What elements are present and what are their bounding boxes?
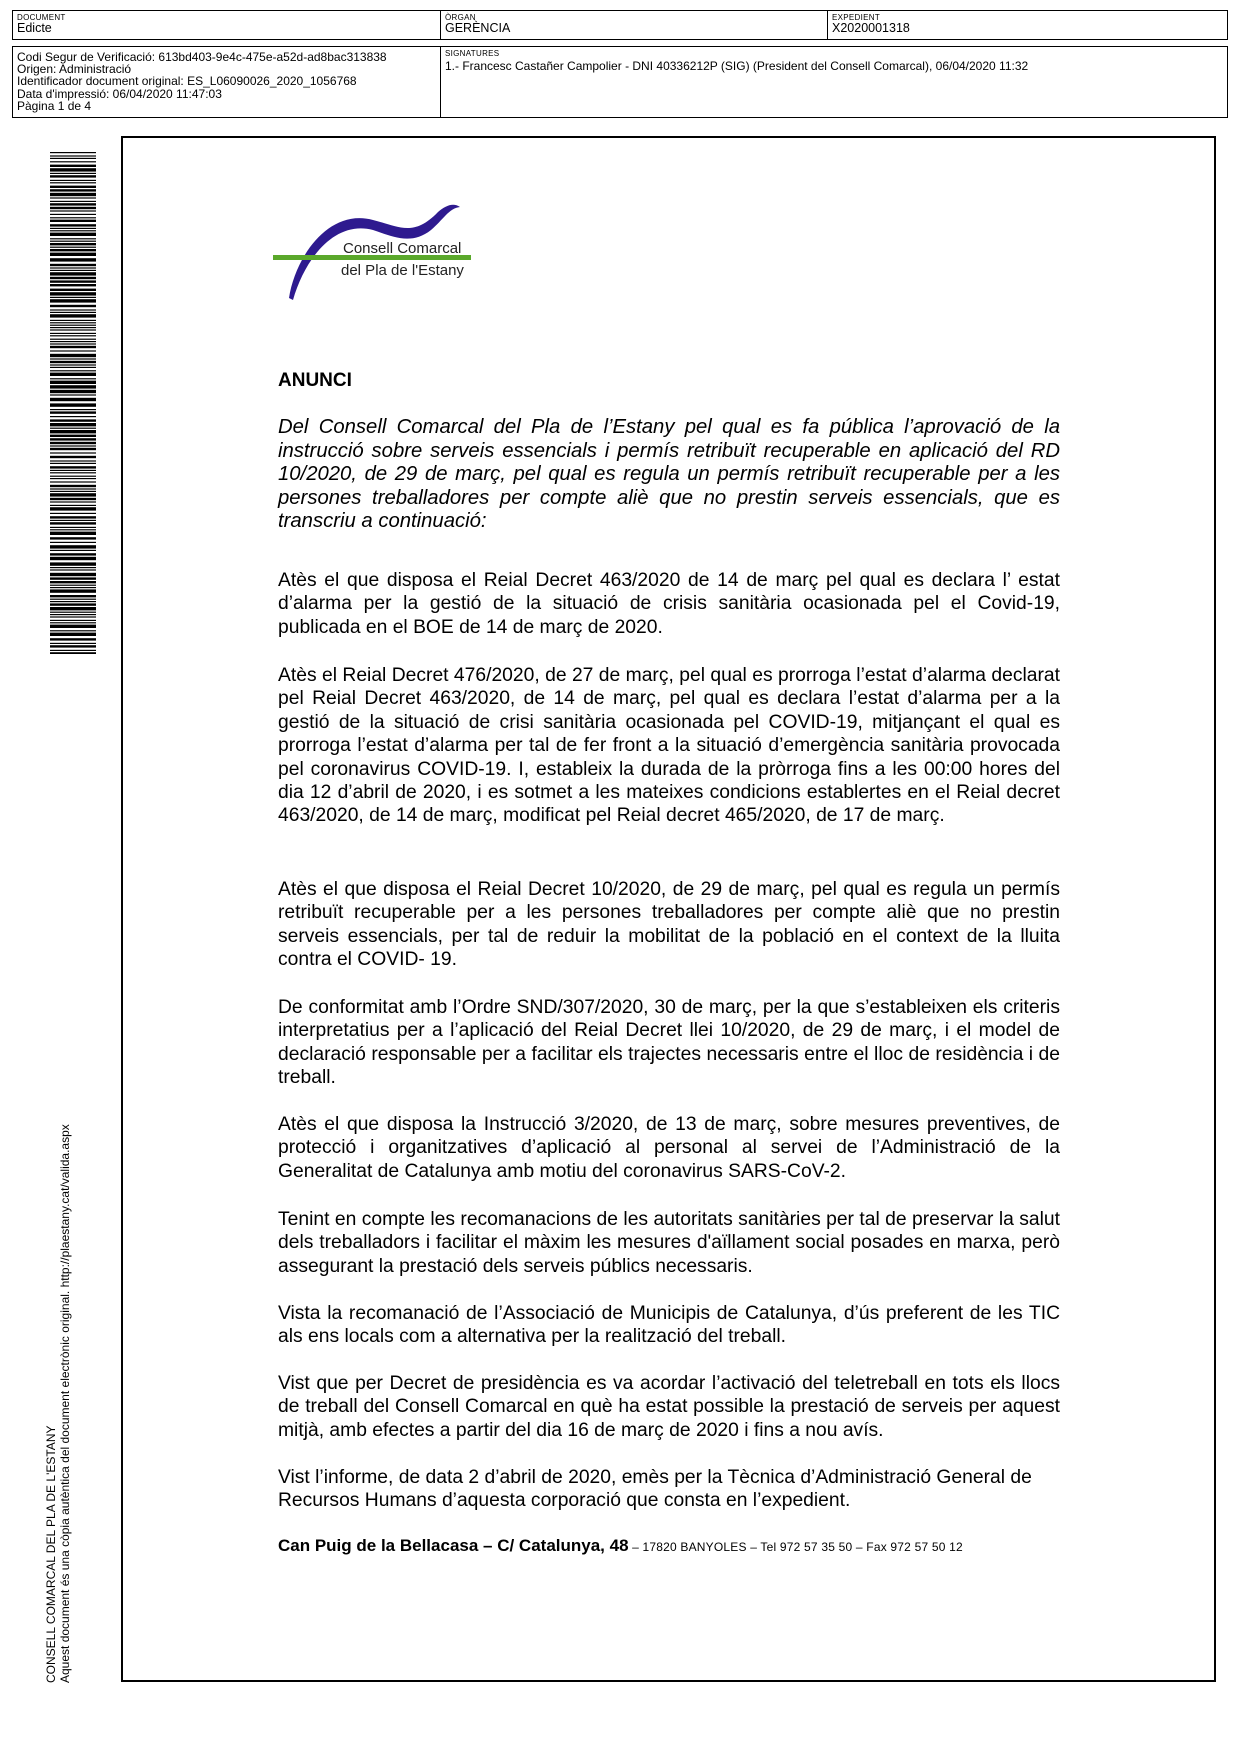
page-number: Pàgina 1 de 4	[17, 98, 92, 113]
verification-code: Codi Segur de Verificació: 613bd403-9e4c-475e-a52d-ad8bac313838	[17, 50, 387, 64]
header-verification-row	[12, 46, 1228, 118]
organ-cell	[440, 11, 827, 39]
signatures-label: SIGNATURES	[445, 49, 500, 58]
paragraph-2: Atès el Reial Decret 476/2020, de 27 de març, pel qual es prorroga l’estat d’alarma declarat pel Reial Decret 463/2020, de 14 de març, pel qual es declara l’estat d’alarma per a la gestió de la situació de crisi sanitària ocasionada pel COVID-19, mitjançant el qual es prorroga l’estat d’alarma per tal de fer front a la situació d’emergència sanitària provocada pel coronavirus COVID-19. I, estableix la durada de la pròrroga fins a les 00:00 hores del dia 12 d’abril de 2020, i es sotmet a les mateixes condicions establertes en el Reial decret 463/2020, de 14 de març, modificat pel Reial decret 465/2020, de 17 de març.	[278, 665, 1060, 827]
document-cell	[13, 11, 440, 39]
verification-cell	[13, 47, 440, 117]
intro-paragraph: Del Consell Comarcal del Pla de l’Estany pel qual es fa pública l’aprovació de la instrucció sobre serveis essencials i permís retribuït recuperable en aplicació del RD 10/2020, de 29 de març, pel qual es regula un permís retribuït recuperable per a les persones treballadores per compte aliè que no prestin serveis essencials, que es transcriu a continuació:	[278, 416, 1060, 532]
header-info-row	[12, 10, 1228, 40]
document-label: DOCUMENT	[17, 13, 66, 22]
paragraph-9: Vist l’informe, de data 2 d’abril de 2020, emès per la Tècnica d’Administració General de Recursos Humans d’aquesta corporació que consta en l’expedient.	[278, 1467, 1032, 1512]
address-footer	[278, 1536, 1078, 1556]
paragraph-6: Tenint en compte les recomanacions de les autoritats sanitàries per tal de preservar la salut dels treballadors i facilitar el màxim les mesures d'aïllament social posades en marxa, però assegurant la prestació dels serveis públics necessaris.	[278, 1209, 1060, 1277]
original-identifier: Identificador document original: ES_L06090026_2020_1056768	[17, 74, 357, 89]
organ-value: GERÈNCIA	[445, 21, 511, 35]
paragraph-3: Atès el que disposa el Reial Decret 10/2020, de 29 de març, pel qual es regula un permís retribuït recuperable per a les persones treballadores per compte aliè que no prestin serveis essencials, per tal de reduir la mobilitat de la població en el context de la lluita contra el COVID- 19.	[278, 879, 1060, 971]
side-authenticity-line: Aquest document és una còpia autèntica del document electrònic original. http://plaestany.cat/valida.aspx	[58, 1124, 72, 1683]
organ-label: ÒRGAN	[445, 13, 476, 22]
barcode-image	[50, 152, 96, 654]
side-validation-text	[44, 1093, 72, 1683]
logo-line-1: Consell Comarcal	[343, 240, 462, 257]
expedient-cell	[827, 11, 1227, 39]
signature-entry: 1.- Francesc Castañer Campolier - DNI 40336212P (SIG) (President del Consell Comarcal), 06/04/2020 11:32	[445, 59, 1029, 73]
document-value: Edicte	[17, 21, 52, 35]
paragraph-4: De conformitat amb l’Ordre SND/307/2020, 30 de març, per la que s’estableixen els criteris interpretatius per a l’aplicació del Reial Decret llei 10/2020, de 29 de març, i el model de declaració responsable per a facilitar els trajectes necessaris entre el lloc de residència i de treball.	[278, 997, 1060, 1089]
consell-comarcal-logo	[273, 198, 483, 308]
footer-address: Can Puig de la Bellacasa – C/ Catalunya, 48	[278, 1536, 629, 1555]
origin: Origen: Administració	[17, 62, 132, 77]
paragraph-1: Atès el que disposa el Reial Decret 463/2020 de 14 de març pel qual es declara l’ estat d’alarma per la gestió de la situació de crisis sanitària ocasionada pel el Covid-19, publicada en el BOE de 14 de març de 2020.	[278, 570, 1060, 638]
signatures-cell	[440, 47, 1227, 117]
expedient-label: EXPEDIENT	[832, 13, 881, 22]
print-date: Data d'impressió: 06/04/2020 11:47:03	[17, 86, 222, 101]
document-frame	[121, 136, 1216, 1682]
footer-contact: – 17820 BANYOLES – Tel 972 57 35 50 – Fax 972 57 50 12	[628, 1540, 963, 1554]
paragraph-8: Vist que per Decret de presidència es va acordar l’activació del teletreball en tots els llocs de treball del Consell Comarcal en què ha estat possible la prestació de serveis per aquest mitjà, amb efectes a partir del dia 16 de març de 2020 i fins a nou avís.	[278, 1373, 1060, 1441]
paragraph-5: Atès el que disposa la Instrucció 3/2020, de 13 de març, sobre mesures preventives, de protecció i organitzatives d’aplicació al personal al servei de l’Administració de la Generalitat de Catalunya amb motiu del coronavirus SARS-CoV-2.	[278, 1114, 1060, 1182]
expedient-value: X2020001318	[832, 21, 910, 35]
document-title: ANUNCI	[278, 370, 352, 391]
logo-line-2: del Pla de l'Estany	[341, 262, 464, 279]
paragraph-7: Vista la recomanació de l’Associació de Municipis de Catalunya, d’ús preferent de les TIC als ens locals com a alternativa per la realització del treball.	[278, 1303, 1060, 1348]
side-organization-line: CONSELL COMARCAL DEL PLA DE L'ESTANY	[44, 1425, 58, 1683]
